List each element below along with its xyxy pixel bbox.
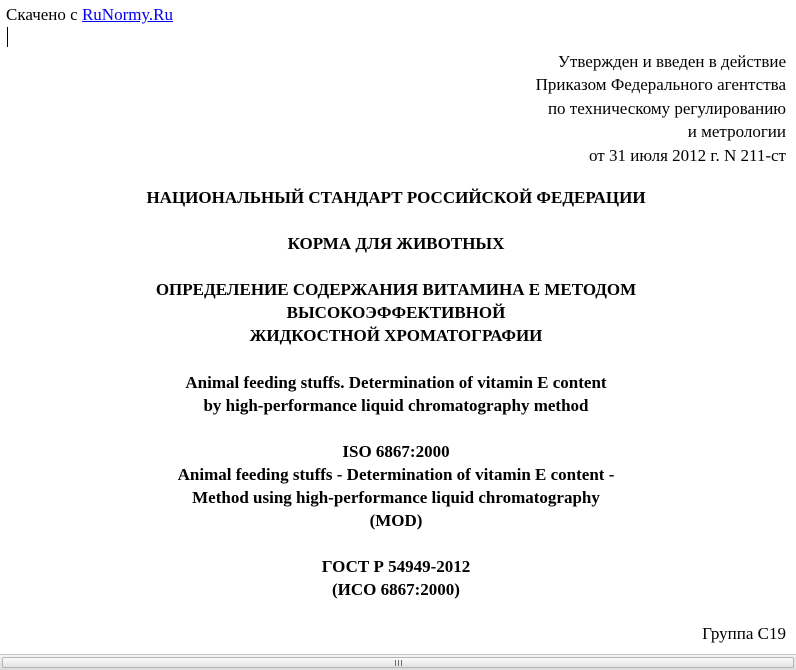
subject: КОРМА ДЛЯ ЖИВОТНЫХ bbox=[287, 234, 505, 253]
standard-name bbox=[0, 278, 792, 347]
approval-line: по техническому регулированию bbox=[547, 98, 786, 118]
english-title bbox=[0, 371, 792, 417]
source-link[interactable]: RuNormy.Ru bbox=[81, 5, 173, 24]
standard-name-line: ОПРЕДЕЛЕНИЕ СОДЕРЖАНИЯ ВИТАМИНА Е МЕТОДОМ bbox=[155, 280, 637, 299]
iso-title-line: Animal feeding stuffs - Determination of vitamin E content - bbox=[177, 465, 615, 484]
standard-name-line: ЖИДКОСТНОЙ ХРОМАТОГРАФИИ bbox=[249, 326, 543, 345]
iso-code: ISO 6867:2000 bbox=[342, 442, 450, 461]
iso-title-line: Method using high-performance liquid chromatography bbox=[192, 488, 600, 507]
gost-designation bbox=[0, 555, 792, 601]
standard-type-heading bbox=[0, 186, 792, 209]
iso-reference bbox=[0, 440, 792, 532]
download-prefix: Скачено с bbox=[6, 5, 78, 24]
scroll-grip-icon bbox=[395, 660, 405, 666]
gost-iso-reference: (ИСО 6867:2000) bbox=[332, 580, 460, 599]
english-title-line: Animal feeding stuffs. Determination of vitamin E content bbox=[185, 373, 607, 392]
standard-name-line: ВЫСОКОЭФФЕКТИВНОЙ bbox=[286, 303, 506, 322]
group-label: Группа С19 bbox=[702, 624, 786, 643]
approval-line: Утвержден и введен в действие bbox=[557, 52, 786, 71]
approval-block bbox=[536, 50, 786, 167]
text-cursor bbox=[7, 27, 8, 47]
approval-line: от 31 июля 2012 г. N 211-ст bbox=[589, 145, 786, 165]
approval-line: и метрологии bbox=[687, 122, 786, 142]
download-notice bbox=[6, 5, 173, 25]
iso-modification: (MOD) bbox=[369, 511, 423, 530]
standard-type: НАЦИОНАЛЬНЫЙ СТАНДАРТ РОССИЙСКОЙ ФЕДЕРАЦИИ bbox=[146, 188, 646, 207]
english-title-line: by high-performance liquid chromatography method bbox=[203, 396, 589, 415]
scrollbar-thumb[interactable] bbox=[2, 657, 794, 668]
subject-heading bbox=[0, 232, 792, 255]
horizontal-scrollbar[interactable] bbox=[0, 654, 796, 670]
gost-code: ГОСТ Р 54949-2012 bbox=[321, 557, 471, 576]
approval-line: Приказом Федерального агентства bbox=[535, 75, 786, 95]
